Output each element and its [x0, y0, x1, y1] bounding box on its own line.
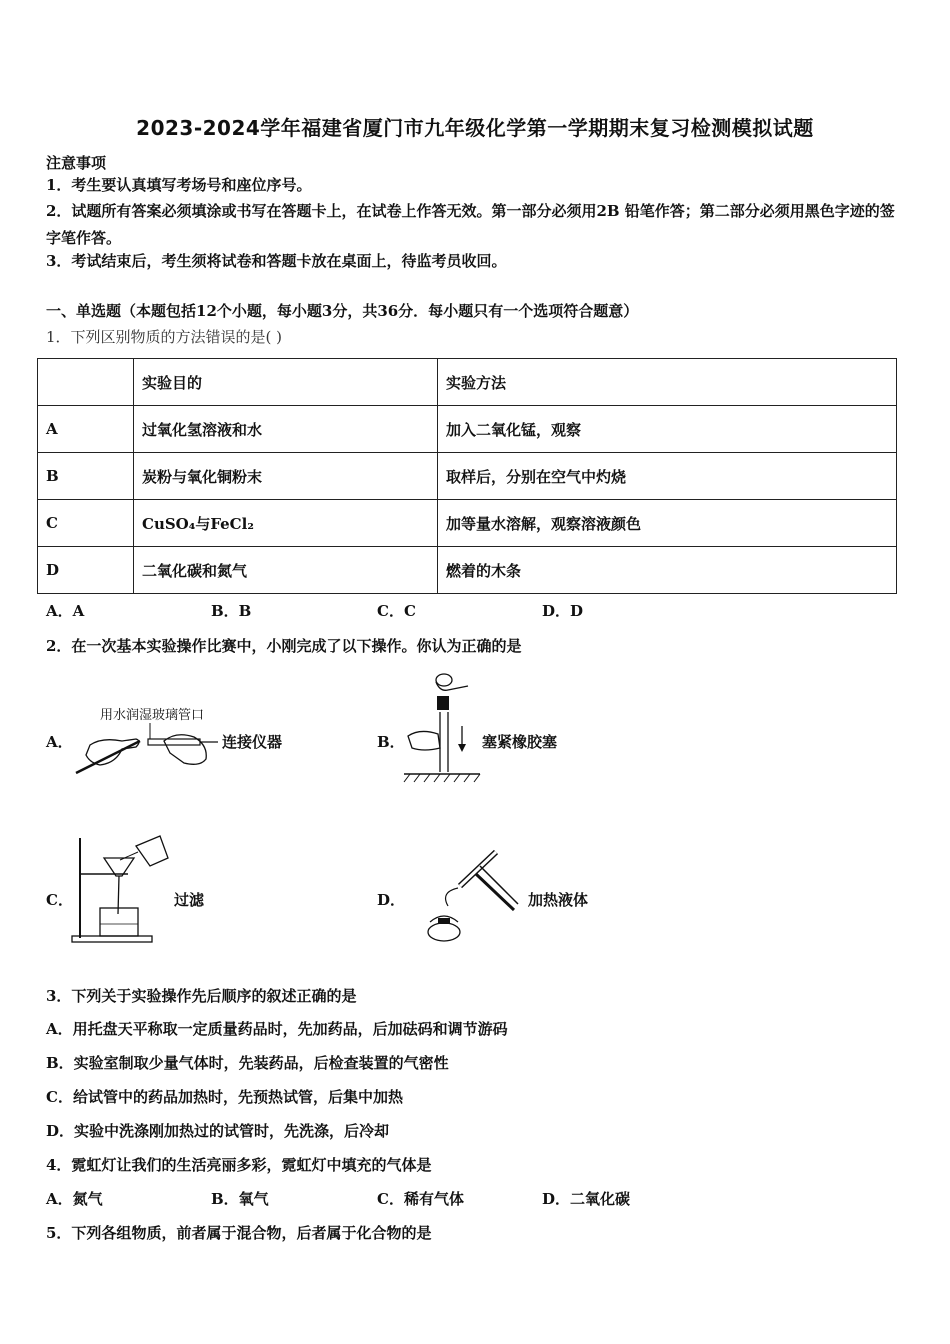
q5-stem: 5．下列各组物质，前者属于混合物，后者属于化合物的是 — [46, 1224, 432, 1242]
table-row — [38, 406, 897, 453]
table-row — [38, 500, 897, 547]
notice-item-3: 3．考试结束后，考生须将试卷和答题卡放在桌面上，待监考员收回。 — [46, 252, 507, 270]
table-cell: C — [38, 500, 134, 547]
q4-option-a[interactable]: A．氮气 — [46, 1190, 103, 1208]
table-cell: A — [38, 406, 134, 453]
q1-option-a[interactable]: A．A — [46, 602, 85, 620]
table-cell: B — [38, 453, 134, 500]
q4-stem: 4．霓虹灯让我们的生活亮丽多彩，霓虹灯中填充的气体是 — [46, 1156, 432, 1174]
q1-option-d[interactable]: D．D — [542, 602, 584, 620]
q3-option-a[interactable]: A．用托盘天平称取一定质量药品时，先加药品，后加砝码和调节游码 — [46, 1020, 508, 1038]
table-cell: 加等量水溶解，观察溶液颜色 — [438, 500, 897, 547]
q2-d-label: 加热液体 — [528, 891, 589, 909]
q2-option-c[interactable]: C． — [46, 891, 73, 909]
filtration-apparatus-illustration — [72, 830, 172, 946]
q3-option-c[interactable]: C．给试管中的药品加热时，先预热试管，后集中加热 — [46, 1088, 403, 1106]
table-cell: CuSO₄与FeCl₂ — [134, 500, 438, 547]
table-cell — [38, 359, 134, 406]
q1-option-b[interactable]: B．B — [211, 602, 252, 620]
q2-b-label: 塞紧橡胶塞 — [482, 733, 558, 751]
q2-c-label: 过滤 — [174, 891, 205, 909]
q2-a-note: 用水润湿玻璃管口 — [100, 708, 205, 723]
hands-connecting-tube-illustration — [72, 715, 222, 785]
page-title: 2023-2024学年福建省厦门市九年级化学第一学期期末复习检测模拟试题 — [136, 116, 814, 140]
table-header-row — [38, 359, 897, 406]
q2-option-b[interactable]: B． — [377, 733, 405, 751]
heating-liquid-illustration — [418, 846, 528, 950]
notice-item-2: 2．试题所有答案必须填涂或书写在答题卡上，在试卷上作答无效。第一部分必须用2B 铅笔作答；第二部分必须用黑色字迹的签字笔作答。 — [46, 202, 895, 247]
q3-option-d[interactable]: D．实验中洗涤刚加热过的试管时，先洗涤，后冷却 — [46, 1122, 390, 1140]
q4-option-b[interactable]: B．氧气 — [211, 1190, 269, 1208]
q4-option-d[interactable]: D．二氧化碳 — [542, 1190, 631, 1208]
q1-table — [37, 358, 897, 594]
table-header-purpose: 实验目的 — [134, 359, 438, 406]
notice-item-1: 1．考生要认真填写考场号和座位序号。 — [46, 176, 312, 194]
q3-option-b[interactable]: B．实验室制取少量气体时，先装药品，后检查装置的气密性 — [46, 1054, 449, 1072]
q3-stem: 3．下列关于实验操作先后顺序的叙述正确的是 — [46, 987, 357, 1005]
table-cell: D — [38, 547, 134, 594]
q4-option-c[interactable]: C．稀有气体 — [377, 1190, 464, 1208]
table-cell: 燃着的木条 — [438, 547, 897, 594]
q2-stem: 2．在一次基本实验操作比赛中，小刚完成了以下操作。你认为正确的是 — [46, 637, 522, 655]
test-tube-stopper-illustration — [404, 668, 480, 786]
table-cell: 炭粉与氧化铜粉末 — [134, 453, 438, 500]
q1-option-c[interactable]: C．C — [377, 602, 416, 620]
q1-stem: 1．下列区别物质的方法错误的是( ) — [46, 328, 283, 346]
table-cell: 加入二氧化锰，观察 — [438, 406, 897, 453]
table-row — [38, 453, 897, 500]
table-cell: 二氧化碳和氮气 — [134, 547, 438, 594]
table-cell: 过氧化氢溶液和水 — [134, 406, 438, 453]
q2-option-a[interactable]: A． — [46, 733, 73, 751]
section-heading: 一、单选题（本题包括12个小题，每小题3分，共36分．每小题只有一个选项符合题意） — [46, 302, 639, 320]
table-cell: 取样后，分别在空气中灼烧 — [438, 453, 897, 500]
table-row — [38, 547, 897, 594]
table-header-method: 实验方法 — [438, 359, 897, 406]
notice-heading: 注意事项 — [46, 154, 107, 172]
q2-option-d[interactable]: D． — [377, 891, 406, 909]
q2-a-label: 连接仪器 — [222, 733, 283, 751]
